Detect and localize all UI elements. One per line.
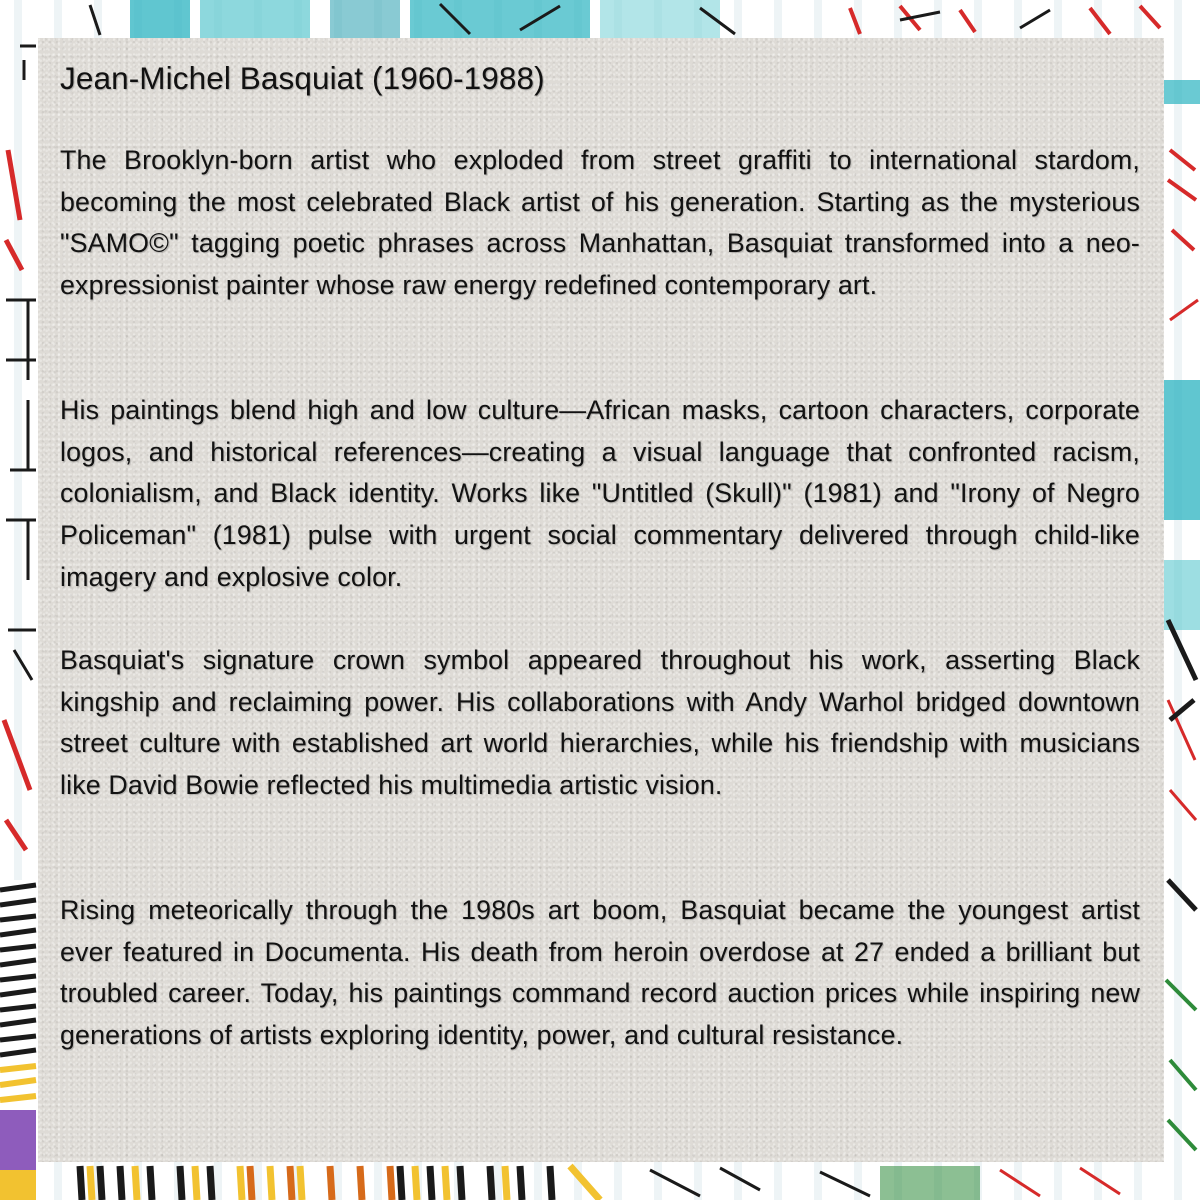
article-title: Jean-Michel Basquiat (1960-1988) (60, 60, 545, 96)
paragraph-crown-symbol: Basquiat's signature crown symbol appeared throughout his work, asserting Black kingship and reclaiming power. His collaborations with Andy Warhol bridged downtown street culture with established art world hierarchies, while his friendship with musicians like David Bowie reflected his multimedia artistic vision. (60, 645, 1140, 801)
paragraph-themes: His paintings blend high and low culture—African masks, cartoon characters, corporate logos, and historical references—creating a visual language that confronted racism, colonialism, and Black identity. Works like "Untitled (Skull)" (1981) and "Irony of Negro Policeman" (1981) pulse with urgent social commentary delivered through child-like imagery and explosive color. (60, 395, 1140, 592)
article-card (38, 38, 1164, 1162)
paragraph-intro: The Brooklyn-born artist who exploded from street graffiti to international stardom, becoming the most celebrated Black artist of his generation. Starting as the mysterious "SAMO©" tagging poetic phrases across Manhattan, Basquiat transformed into a neo-expressionist painter whose raw energy redefined contemporary art. (60, 145, 1140, 301)
paragraph-legacy: Rising meteorically through the 1980s art boom, Basquiat became the youngest artist ever featured in Documenta. His death from heroin overdose at 27 ended a brilliant but troubled career. Today, his paintings command record auction prices while inspiring new generations of artists exploring identity, power, and cultural resistance. (60, 895, 1140, 1051)
